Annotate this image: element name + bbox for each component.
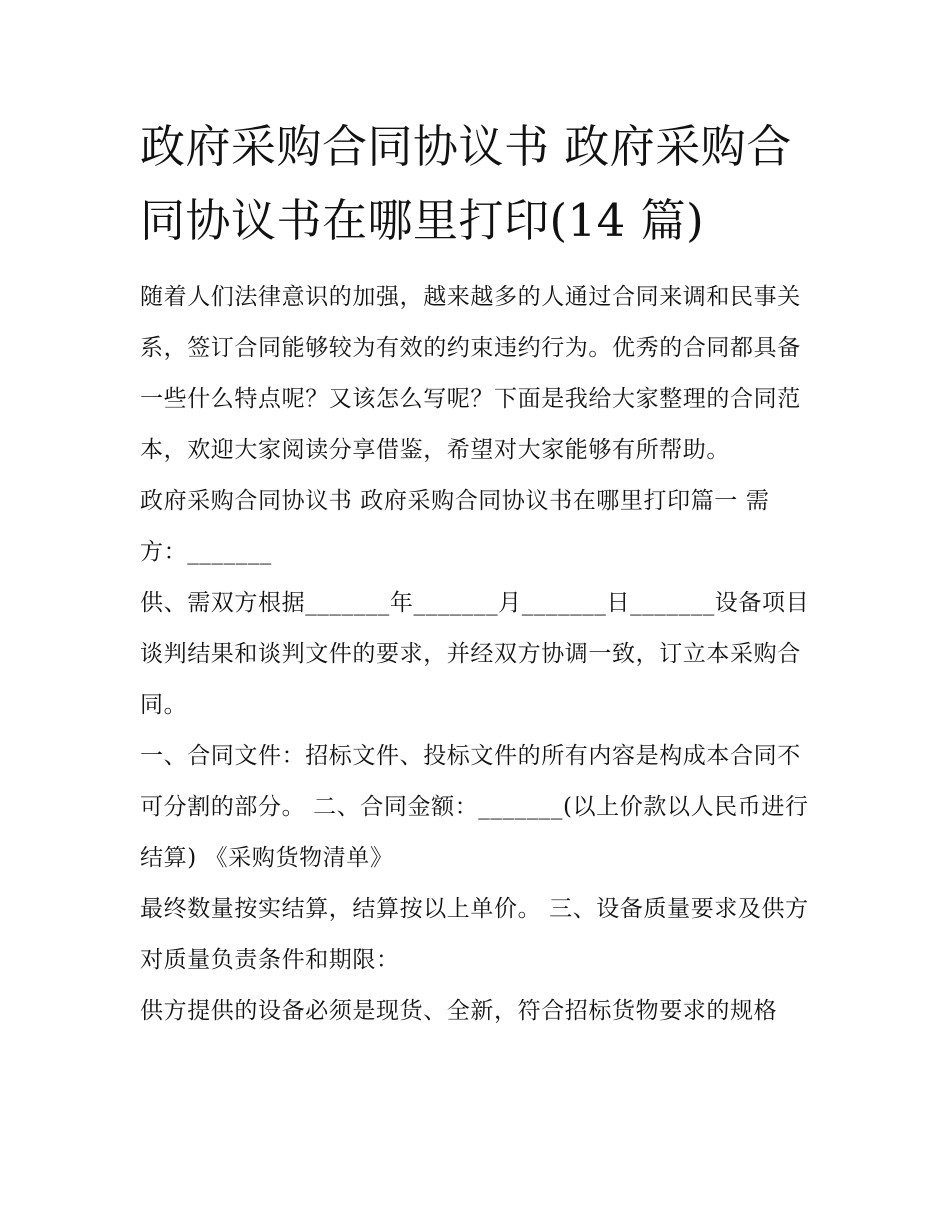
settlement-paragraph: 最终数量按实结算，结算按以上单价。 三、设备质量要求及供方对质量负责条件和期限： (140, 896, 809, 973)
intro-paragraph: 随着人们法律意识的加强，越来越多的人通过合同来调和民事关系，签订合同能够较为有效的约束违约行为。优秀的合同都具备一些什么特点呢？又该怎么写呢？下面是我给大家整理的合同范本，欢迎大家阅读分享借鉴，希望对大家能够有所帮助。 (140, 284, 801, 463)
section-heading-paragraph: 政府采购合同协议书 政府采购合同协议书在哪里打印篇一 需方：_______ (140, 488, 770, 565)
document-page (140, 110, 815, 1037)
agreement-basis-paragraph: 供、需双方根据_______年_______月_______日_______设备项目谈判结果和谈判文件的要求，并经双方协调一致，订立本采购合同。 (140, 590, 810, 718)
equipment-paragraph: 供方提供的设备必须是现货、全新，符合招标货物要求的规格 (140, 998, 778, 1024)
contract-files-paragraph: 一、合同文件：招标文件、投标文件的所有内容是构成本合同不可分割的部分。 二、合同金额：_______(以上价款以人民币进行结算) 《采购货物清单》 (140, 743, 809, 871)
document-title: 政府采购合同协议书 政府采购合同协议书在哪里打印(14 篇) (140, 120, 792, 247)
